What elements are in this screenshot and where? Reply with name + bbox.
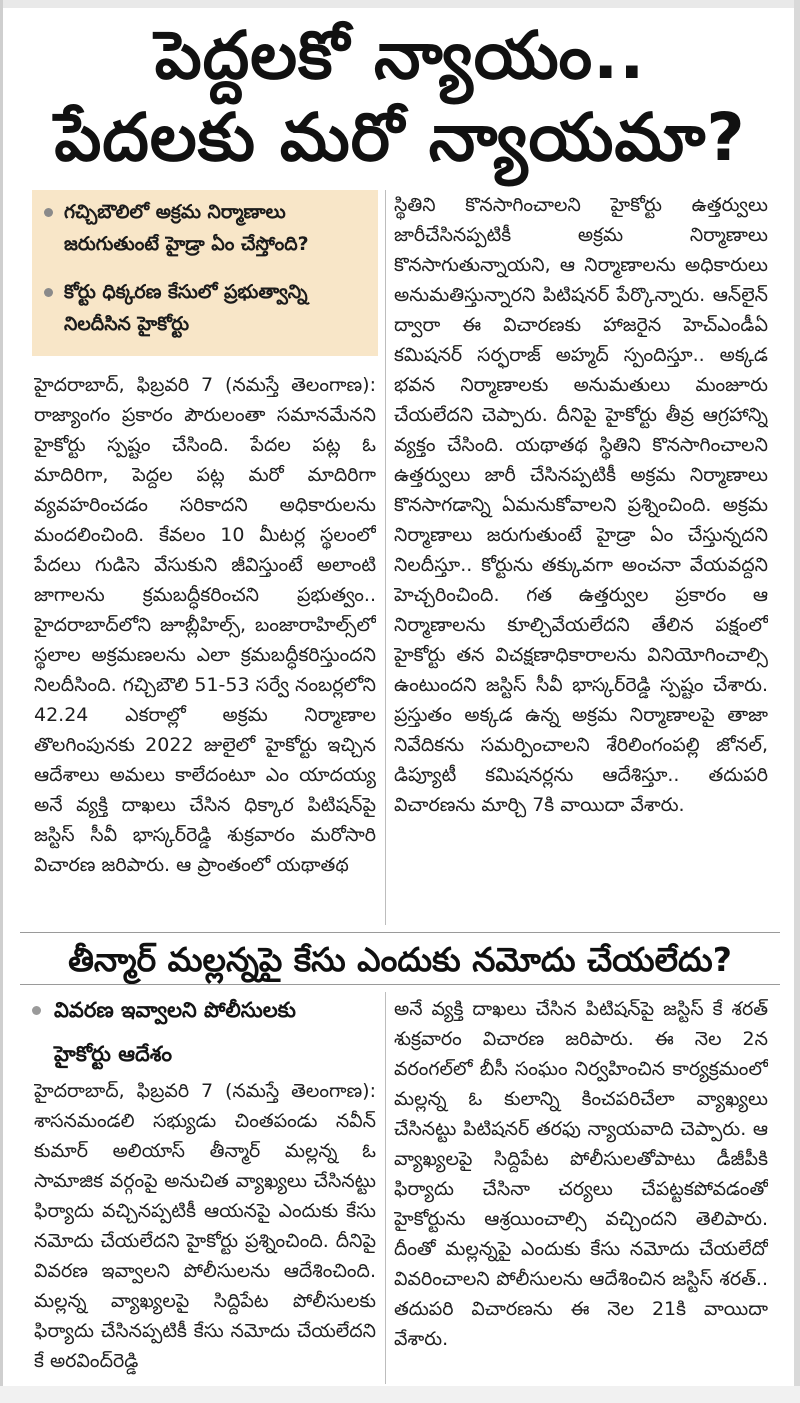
story1-right-text: స్థితిని కొనసాగించాలని హైకోర్టు ఉత్తర్వులు జారీచేసినప్పటికీ అక్రమ నిర్మాణాలు కొనసాగుతున్నాయని, ఆ నిర్మాణాలను అధికారులు అనుమతిస్తున్నారని పిటిషనర్ పేర్కొన్నారు. ఆన్‌లైన్ ద్వారా ఈ విచారణకు హాజరైన హెచ్‌ఎండీఏ కమిషనర్ సర్ఫరాజ్ అహ్మద్ స్పందిస్తూ.. అక్కడ భవన నిర్మాణాలకు అనుమతులు మంజూరు చేయలేదని చెప్పారు. దీనిపై హైకోర్టు తీవ్ర ఆగ్రహాన్ని వ్యక్తం చేసింది. యథాతథ స్థితిని కొనసాగించాలని ఉత్తర్వులు జారీ చేసినప్పటికీ అక్రమ నిర్మాణాలు కొనసాగడాన్ని ఏమనుకోవాలని ప్రశ్నించింది. అక్రమ నిర్మాణాలు జరుగుతుంటే హైడ్రా ఏం చేస్తున్నదని నిలదీస్తూ.. కోర్టును తక్కువగా అంచనా వేయవద్దని హెచ్చరించింది. గత ఉత్తర్వుల ప్రకారం ఆ నిర్మాణాలను కూల్చివేయలేదని తేలిన పక్షంలో హైకోర్టు తన విచక్షణాధికారాలను వినియోగించాల్సి ఉంటుందని జస్టిస్ సీవీ భాస్కర్‌రెడ్డి స్పష్టం చేశారు. ప్రస్తుతం అక్కడ ఉన్న అక్రమ నిర్మాణాలపై తాజా నివేదికను సమర్పించాలని శేరిలింగంపల్లి జోనల్, డిప్యూటీ కమిషనర్లను ఆదేశిస్తూ.. తదుపరి విచారణను మార్చి 7కి వాయిదా వేశారు. [394,194,768,816]
headline-line-2: పేదలకు మరో న్యాయమా? [54,99,746,176]
highlight-item [46,196,372,260]
column-divider [385,190,386,925]
page-left-edge [0,0,3,1403]
story2-left-text: హైదరాబాద్, ఫిబ్రవరి 7 (నమస్తే తెలంగాణ): శాసనమండలి సభ్యుడు చింతపండు నవీన్ కుమార్ అలియాస్ తీన్మార్ మల్లన్న ఓ సామాజిక వర్గంపై అనుచిత వ్యాఖ్యలు చేసినట్టు ఫిర్యాదు వచ్చినప్పటికీ ఆయనపై ఎందుకు కేసు నమోదు చేయలేదని హైకోర్టు ప్రశ్నించింది. దీనిపై వివరణ ఇవ్వాలని పోలీసులను ఆదేశించింది. మల్లన్న వ్యాఖ్యలపై సిద్దిపేట పోలీసులకు ఫిర్యాదు చేసినప్పటికీ కేసు నమోదు చేయలేదని కే అరవింద్‌రెడ్డి [34,1080,376,1372]
page-right-edge [794,0,800,1403]
section-rule [20,984,780,985]
story1-left-text: హైదరాబాద్, ఫిబ్రవరి 7 (నమస్తే తెలంగాణ): రాజ్యాంగం ప్రకారం పౌరులంతా సమానమేనని హైకోర్టు స్పష్టం చేసింది. పేదల పట్ల ఓ మాదిరిగా, పెద్దల పట్ల మరో మాదిరిగా వ్యవహరించడం సరికాదని అధికారులను మందలించింది. కేవలం 10 మీటర్ల స్థలంలో పేదలు గుడిసె వేసుకుని జీవిస్తుంటే అలాంటి జాగాలను క్రమబద్ధీకరించని ప్రభుత్వం.. హైదరాబాద్‌లోని జూబ్లీహిల్స్, బంజారాహిల్స్‌లో స్థలాల అక్రమణలను ఎలా క్రమబద్ధీకరిస్తుందని నిలదీసింది. గచ్చిబౌలి 51-53 సర్వే నంబర్లలోని 42.24 ఎకరాల్లో అక్రమ నిర్మాణాల తొలగింపునకు 2022 జులైలో హైకోర్టు ఇచ్చిన ఆదేశాలు అమలు కాలేదంటూ ఎం యాదయ్య అనే వ్యక్తి దాఖలు చేసిన ధిక్కార పిటిషన్‌పై జస్టిస్ సీవీ భాస్కర్‌రెడ్డి శుక్రవారం మరోసారి విచారణ జరిపారు. ఆ ప్రాంతంలో యథాతథ [34,374,376,876]
story2-subhead-2: హైకోర్టు ఆదేశం [54,1042,173,1066]
bullet-icon [44,288,53,297]
story2-right-column [394,994,768,1384]
column-divider [385,992,386,1384]
bullet-icon [44,208,53,217]
highlight-text: గచ్చిబౌలిలో అక్రమ నిర్మాణాలు జరుగుతుంటే హైడ్రా ఏం చేస్తోంది? [64,201,309,255]
highlight-text: కోర్టు ధిక్కరణ కేసులో ప్రభుత్వాన్ని నిలదీసిన హైకోర్టు [64,281,308,335]
story1-left-column [34,370,376,922]
story2-subhead-1: వివరణ ఇవ్వాలని పోలీసులకు [32,988,378,1032]
highlight-item [46,276,372,340]
headline-line-1: పెద్దలకో న్యాయం.. [154,17,646,94]
story2-left-column [34,1076,376,1386]
page-top-edge [0,0,800,8]
story1-right-column [394,190,768,925]
story2-right-text: అనే వ్యక్తి దాఖలు చేసిన పిటిషన్‌పై జస్టిస్ కే శరత్ శుక్రవారం విచారణ జరిపారు. ఈ నెల 2న వరంగల్‌లో బీసీ సంఘం నిర్వహించిన కార్యక్రమంలో మల్లన్న ఓ కులాన్ని కించపరిచేలా వ్యాఖ్యలు చేసినట్టు పిటిషనర్ తరఫు న్యాయవాది చెప్పారు. ఆ వ్యాఖ్యలపై సిద్దిపేట పోలీసులతోపాటు డీజీపీకి ఫిర్యాదు చేసినా చర్యలు చేపట్టకపోవడంతో హైకోర్టును ఆశ్రయించాల్సి వచ్చిందని తెలిపారు. దీంతో మల్లన్నపై ఎందుకు కేసు నమోదు చేయలేదో వివరించాలని పోలీసులను ఆదేశించిన జస్టిస్ శరత్.. తదుపరి విచారణను ఈ నెల 21కి వాయిదా వేశారు. [394,998,768,1350]
highlights-box [32,190,378,356]
story2-headline: తీన్మార్ మల్లన్నపై కేసు ఎందుకు నమోదు చేయలేదు? [68,940,732,979]
page-bottom-edge [0,1386,800,1403]
section-rule [20,932,780,933]
story2-subheads [32,988,378,1076]
